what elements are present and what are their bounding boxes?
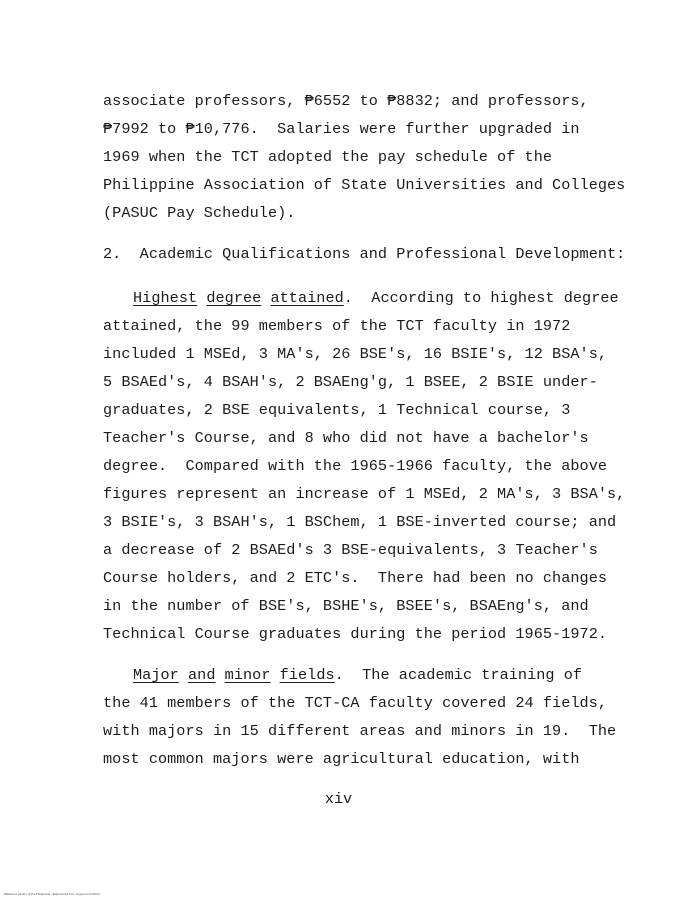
text-line: a decrease of 2 BSAEd's 3 BSE-equivalents, 3 Teacher's <box>103 541 598 559</box>
text-line: in the number of BSE's, BSHE's, BSEE's, BSAEng's, and <box>103 597 589 615</box>
subheading-word: minor <box>224 666 271 684</box>
text-line: graduates, 2 BSE equivalents, 1 Technical course, 3 <box>103 401 571 419</box>
text-line: ₱7992 to ₱10,776. Salaries were further upgraded in <box>103 120 580 138</box>
text-line: the 41 members of the TCT-CA faculty covered 24 fields, <box>103 694 608 712</box>
text-line: degree. Compared with the 1965-1966 faculty, the above <box>103 457 608 475</box>
text-line: associate professors, ₱6552 to ₱8832; and professors, <box>103 92 589 110</box>
lead-text: . The academic training of <box>334 666 583 684</box>
subheading-word: Highest <box>133 289 198 307</box>
subheading-word: attained <box>270 289 344 307</box>
text-line: 1969 when the TCT adopted the pay schedule of the <box>103 148 553 166</box>
text-line: figures represent an increase of 1 MSEd, 2 MA's, 3 BSA's, <box>103 485 626 503</box>
paragraph-lead-line <box>133 666 582 684</box>
subheading-word: and <box>188 666 216 684</box>
text-line: most common majors were agricultural education, with <box>103 750 580 768</box>
text-line: attained, the 99 members of the TCT faculty in 1972 <box>103 317 571 335</box>
lead-text: . According to highest degree <box>343 289 619 307</box>
text-line: Teacher's Course, and 8 who did not have a bachelor's <box>103 429 589 447</box>
subheading-word: fields <box>279 666 335 684</box>
archive-footer: Reference Library of the Philippines · Reproduced from original microfiche <box>4 893 100 896</box>
subheading-word: Major <box>133 666 179 684</box>
text-line: Technical Course graduates during the period 1965-1972. <box>103 625 608 643</box>
text-line: (PASUC Pay Schedule). <box>103 204 296 222</box>
text-line: Philippine Association of State Universities and Colleges <box>103 176 626 194</box>
subheading-word: degree <box>206 289 262 307</box>
text-line: 3 BSIE's, 3 BSAH's, 1 BSChem, 1 BSE-inverted course; and <box>103 513 617 531</box>
text-line: with majors in 15 different areas and minors in 19. The <box>103 722 617 740</box>
text-line: included 1 MSEd, 3 MA's, 26 BSE's, 16 BSIE's, 12 BSA's, <box>103 345 608 363</box>
paragraph-lead-line <box>133 289 619 307</box>
section-heading: 2. Academic Qualifications and Professional Development: <box>103 245 626 263</box>
text-line: 5 BSAEd's, 4 BSAH's, 2 BSAEng'g, 1 BSEE, 2 BSIE under- <box>103 373 598 391</box>
page-number: xiv <box>324 790 353 808</box>
text-line: Course holders, and 2 ETC's. There had been no changes <box>103 569 608 587</box>
